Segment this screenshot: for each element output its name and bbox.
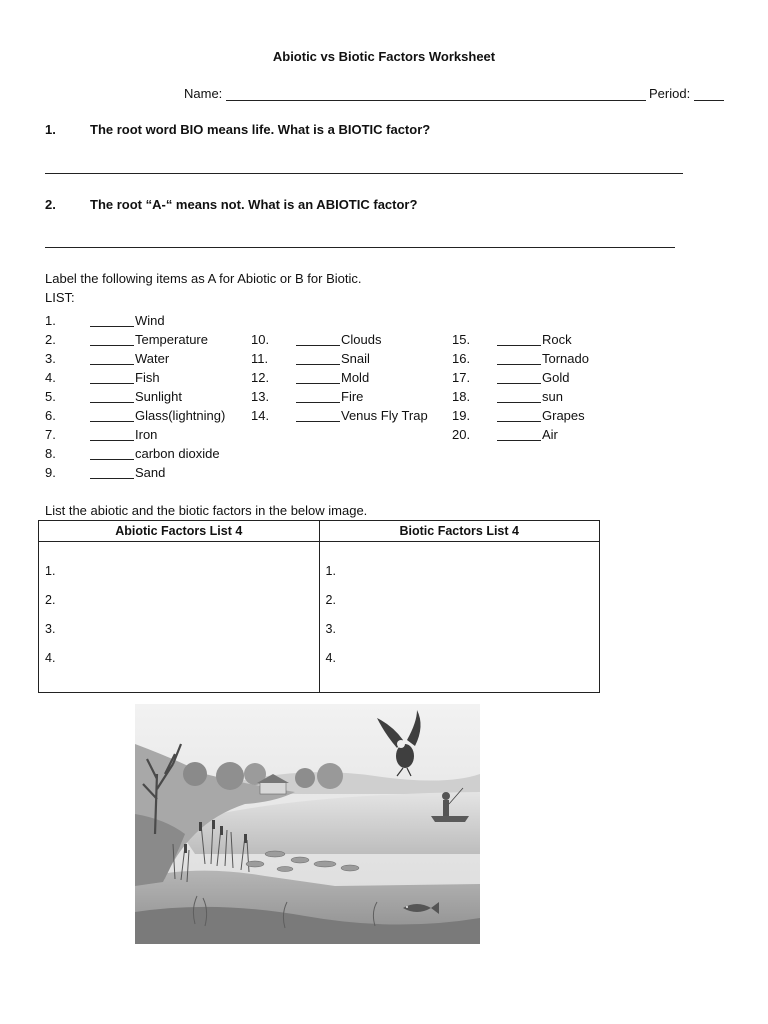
- period-field-line[interactable]: [694, 100, 724, 101]
- abiotic-cell[interactable]: [39, 542, 320, 693]
- list-item-number: 15.: [452, 332, 471, 347]
- answer-blank[interactable]: [296, 330, 340, 346]
- list-item-label: Water: [135, 351, 170, 366]
- answer-blank[interactable]: [497, 406, 541, 422]
- list-item-label: Glass(lightning): [135, 408, 226, 423]
- list-item-number: 16.: [452, 351, 471, 366]
- abiotic-header: Abiotic Factors List 4: [39, 521, 320, 542]
- list-item-label: Gold: [542, 370, 570, 385]
- list-item-number: 10.: [251, 332, 270, 347]
- list-item: [251, 330, 451, 349]
- list-item: [45, 425, 245, 444]
- period-label: Period:: [649, 86, 691, 101]
- list-item-label: Iron: [135, 427, 158, 442]
- list-item-number: 12.: [251, 370, 270, 385]
- answer-blank[interactable]: [90, 311, 134, 327]
- question-2-answer-line[interactable]: [45, 247, 675, 248]
- list-item-number: 2.: [45, 332, 56, 347]
- image-instruction: List the abiotic and the biotic factors in the below image.: [45, 503, 368, 518]
- answer-blank[interactable]: [497, 349, 541, 365]
- list-item-number: 4.: [45, 370, 56, 385]
- list-item-number: 8.: [45, 446, 56, 461]
- list-item: [45, 387, 245, 406]
- answer-blank[interactable]: [497, 368, 541, 384]
- list-item-label: Fish: [135, 370, 160, 385]
- answer-blank[interactable]: [90, 406, 134, 422]
- list-item-number: 9.: [45, 465, 56, 480]
- list-item: [452, 330, 652, 349]
- list-item-label: Mold: [341, 370, 370, 385]
- list-item: [45, 406, 245, 425]
- abiotic-row: 2.: [45, 593, 56, 607]
- list-item-number: 20.: [452, 427, 471, 442]
- list-item: [251, 387, 451, 406]
- list-item-label: Sand: [135, 465, 166, 480]
- name-label: Name:: [184, 86, 223, 101]
- list-item: [452, 406, 652, 425]
- answer-blank[interactable]: [90, 330, 134, 346]
- list-item-number: 1.: [45, 313, 56, 328]
- biotic-header: Biotic Factors List 4: [319, 521, 600, 542]
- list-item-label: Rock: [542, 332, 572, 347]
- list-item: [251, 406, 451, 425]
- list-item-label: sun: [542, 389, 563, 404]
- question-2-text: The root “A-“ means not. What is an ABIOTIC factor?: [90, 197, 418, 212]
- list-item: [45, 311, 245, 330]
- list-item-label: Venus Fly Trap: [341, 408, 428, 423]
- question-1-number: 1.: [45, 122, 56, 137]
- abiotic-row: 4.: [45, 651, 56, 665]
- answer-blank[interactable]: [296, 368, 340, 384]
- list-item-label: carbon dioxide: [135, 446, 220, 461]
- biotic-cell[interactable]: [319, 542, 600, 693]
- answer-blank[interactable]: [296, 349, 340, 365]
- list-item: [452, 349, 652, 368]
- biotic-row: 3.: [325, 622, 336, 636]
- list-item-label: Wind: [135, 313, 165, 328]
- list-item-label: Fire: [341, 389, 364, 404]
- list-item-number: 11.: [251, 351, 269, 366]
- answer-blank[interactable]: [90, 368, 134, 384]
- list-item-label: Sunlight: [135, 389, 182, 404]
- answer-blank[interactable]: [90, 349, 134, 365]
- list-item: [45, 463, 245, 482]
- list-item-number: 3.: [45, 351, 56, 366]
- answer-blank[interactable]: [90, 444, 134, 460]
- list-item-label: Temperature: [135, 332, 208, 347]
- biotic-row: 2.: [325, 593, 336, 607]
- list-item-label: Air: [542, 427, 558, 442]
- name-field-line[interactable]: [226, 100, 646, 101]
- abiotic-row: 1.: [45, 564, 56, 578]
- lake-ecosystem-illustration-icon: [135, 704, 480, 944]
- list-item-number: 18.: [452, 389, 471, 404]
- answer-blank[interactable]: [296, 406, 340, 422]
- list-item: [45, 330, 245, 349]
- answer-blank[interactable]: [296, 387, 340, 403]
- question-1-text: The root word BIO means life. What is a BIOTIC factor?: [90, 122, 431, 137]
- factors-table: [38, 520, 600, 693]
- biotic-row: 1.: [325, 564, 336, 578]
- labeling-instruction: Label the following items as A for Abiotic or B for Biotic.: [45, 271, 362, 286]
- list-item-number: 5.: [45, 389, 56, 404]
- list-item-label: Grapes: [542, 408, 585, 423]
- abiotic-row: 3.: [45, 622, 56, 636]
- list-item: [452, 368, 652, 387]
- list-item: [251, 349, 451, 368]
- list-item-label: Snail: [341, 351, 370, 366]
- list-item: [452, 425, 652, 444]
- list-item: [45, 349, 245, 368]
- list-item-label: Clouds: [341, 332, 382, 347]
- question-2-number: 2.: [45, 197, 56, 212]
- answer-blank[interactable]: [497, 330, 541, 346]
- list-item-number: 17.: [452, 370, 471, 385]
- list-item-number: 14.: [251, 408, 270, 423]
- biotic-row: 4.: [325, 651, 336, 665]
- question-1-answer-line[interactable]: [45, 173, 683, 174]
- list-label: LIST:: [45, 290, 75, 305]
- answer-blank[interactable]: [497, 387, 541, 403]
- list-item: [452, 387, 652, 406]
- list-item-label: Tornado: [542, 351, 589, 366]
- list-item: [251, 368, 451, 387]
- list-item-number: 19.: [452, 408, 471, 423]
- worksheet-title: Abiotic vs Biotic Factors Worksheet: [272, 49, 496, 64]
- answer-blank[interactable]: [497, 425, 541, 441]
- list-item: [45, 368, 245, 387]
- answer-blank[interactable]: [90, 463, 134, 479]
- list-item-number: 6.: [45, 408, 56, 423]
- list-item: [45, 444, 245, 463]
- answer-blank[interactable]: [90, 387, 134, 403]
- answer-blank[interactable]: [90, 425, 134, 441]
- list-item-number: 7.: [45, 427, 56, 442]
- list-item-number: 13.: [251, 389, 270, 404]
